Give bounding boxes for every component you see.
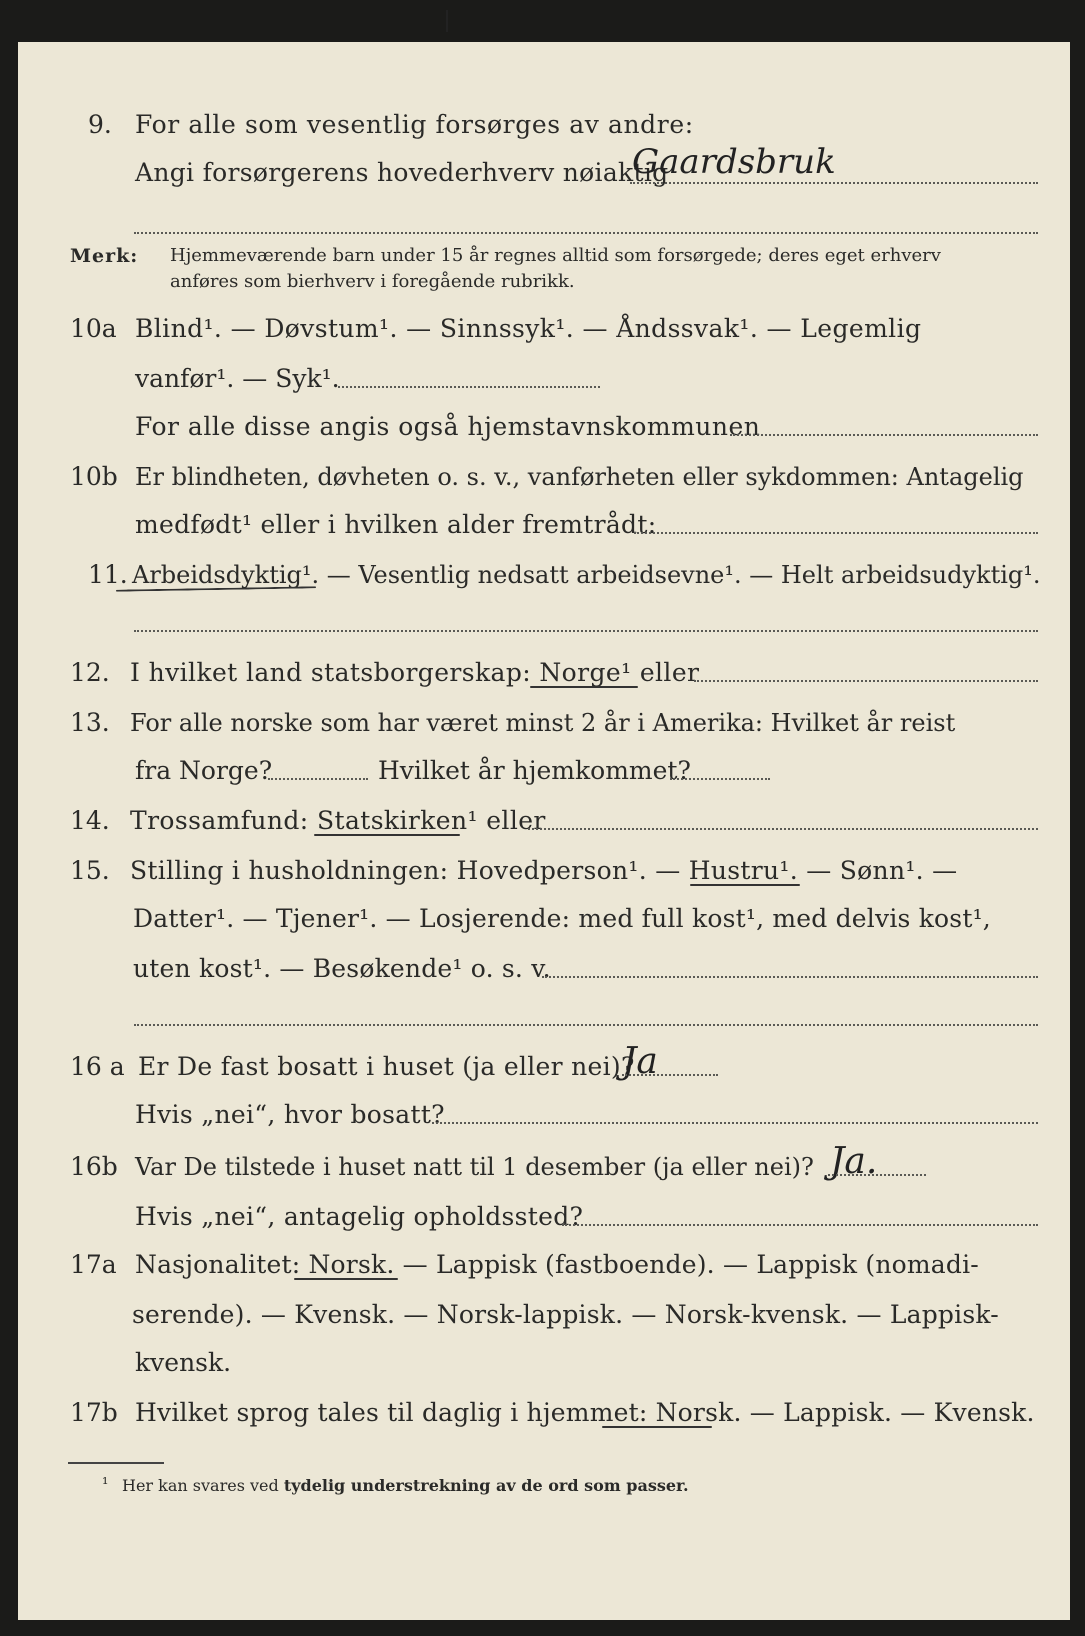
q12-number: 12. — [70, 658, 110, 687]
q16a-number: 16 a — [70, 1052, 125, 1081]
q10a-syk-line — [338, 386, 600, 388]
q11-extra-line — [134, 630, 1038, 632]
q15-number: 15. — [70, 856, 110, 885]
q13-line2b: Hvilket år hjemkommet? — [378, 756, 691, 785]
q12-line1: I hvilket land statsborgerskap: Norge¹ eller — [130, 658, 700, 687]
q10b-line1: Er blindheten, døvheten o. s. v., vanførheten eller sykdommen: Antagelig — [135, 463, 1024, 491]
q16b-line1: Var De tilstede i huset natt til 1 desember (ja eller nei)? — [135, 1153, 814, 1181]
q9-line1: For alle som vesentlig forsørges av andre: — [135, 110, 694, 139]
merk-label: Merk: — [70, 245, 139, 267]
footnote-bold: tydelig understrekning av de ord som passer. — [283, 1476, 689, 1495]
q10b-line2: medfødt¹ eller i hvilken alder fremtrådt: — [135, 510, 657, 539]
q17a-line3: kvensk. — [135, 1348, 232, 1377]
q13-hjemkommet-line — [670, 778, 770, 780]
q16a-answer-line — [622, 1074, 718, 1076]
q17a-underline-norsk — [294, 1278, 398, 1280]
q16b-answer-line — [828, 1174, 926, 1176]
q17a-line1: Nasjonalitet: Norsk. — Lappisk (fastboende). — Lappisk (nomadi- — [135, 1250, 979, 1279]
q15-line2: Datter¹. — Tjener¹. — Losjerende: med full kost¹, med delvis kost¹, — [133, 904, 991, 933]
q10b-answer-line — [634, 532, 1038, 534]
q9-extra-line — [134, 232, 1038, 234]
q10a-line3: For alle disse angis også hjemstavnskommunen — [135, 412, 761, 441]
q16b-line2: Hvis „nei“, antagelig opholdssted? — [135, 1202, 584, 1231]
q16b-opholdssted-line — [562, 1224, 1038, 1226]
q10a-line2: vanfør¹. — Syk¹. — [135, 364, 340, 393]
q11-line1: Arbeidsdyktig¹. — Vesentlig nedsatt arbeidsevne¹. — Helt arbeidsudyktig¹. — [132, 561, 1041, 589]
q11-number: 11. — [88, 560, 128, 589]
q13-line1: For alle norske som har været minst 2 år i Amerika: Hvilket år reist — [130, 709, 956, 737]
q10a-hjemstavn-line — [730, 434, 1038, 436]
q9-answer-line — [630, 182, 1038, 184]
q16a-line1: Er De fast bosatt i huset (ja eller nei)? — [138, 1052, 635, 1081]
merk-line2: anføres som bierhverv i foregående rubrikk. — [170, 271, 575, 292]
footnote-text — [122, 1476, 689, 1496]
q9-handwritten-answer: Gaardsbruk — [632, 142, 836, 182]
footnote-mark: ¹ — [102, 1474, 109, 1493]
q17b-line1: Hvilket sprog tales til daglig i hjemmet: Norsk. — Lappisk. — Kvensk. — [135, 1398, 1035, 1427]
q12-answer-line — [694, 680, 1038, 682]
q13-line2a: fra Norge? — [135, 756, 273, 785]
q17b-number: 17b — [70, 1398, 118, 1427]
q10b-number: 10b — [70, 462, 118, 491]
q15-answer-line — [542, 976, 1038, 978]
q17a-number: 17a — [70, 1250, 117, 1279]
q17b-underline-norsk — [602, 1426, 712, 1428]
q12-underline-norge — [530, 686, 638, 688]
q16a-line2: Hvis „nei“, hvor bosatt? — [135, 1100, 445, 1129]
q14-underline-statskirken — [314, 834, 460, 836]
q10a-line1: Blind¹. — Døvstum¹. — Sinnssyk¹. — Åndssvak¹. — Legemlig — [135, 314, 922, 343]
q16b-handwritten-answer: Ja. — [830, 1141, 878, 1182]
q16a-bosatt-line — [432, 1122, 1038, 1124]
footnote-rule — [68, 1462, 164, 1464]
q15-extra-line — [134, 1024, 1038, 1026]
q10a-number: 10a — [70, 314, 117, 343]
q16b-number: 16b — [70, 1152, 118, 1181]
merk-line1: Hjemmeværende barn under 15 år regnes alltid som forsørgede; deres eget erhverv — [170, 245, 941, 266]
q14-line1: Trossamfund: Statskirken¹ eller — [130, 806, 546, 835]
q13-number: 13. — [70, 708, 110, 737]
q9-number: 9. — [88, 110, 112, 139]
q15-line3: uten kost¹. — Besøkende¹ o. s. v. — [133, 954, 551, 983]
census-form-page — [18, 42, 1070, 1620]
scan-mark — [446, 10, 448, 32]
q15-underline-hustru — [690, 884, 800, 886]
q9-line2: Angi forsørgerens hovederhverv nøiaktig — [135, 158, 669, 187]
q17a-line2: serende). — Kvensk. — Norsk-lappisk. — Norsk-kvensk. — Lappisk- — [132, 1300, 999, 1329]
q14-number: 14. — [70, 806, 110, 835]
footnote-plain: Her kan svares ved — [122, 1476, 279, 1495]
q14-answer-line — [528, 828, 1038, 830]
q16a-handwritten-answer: Ja — [622, 1041, 658, 1082]
q13-reist-line — [268, 778, 368, 780]
q15-line1: Stilling i husholdningen: Hovedperson¹. — Hustru¹. — Sønn¹. — — [130, 856, 958, 885]
